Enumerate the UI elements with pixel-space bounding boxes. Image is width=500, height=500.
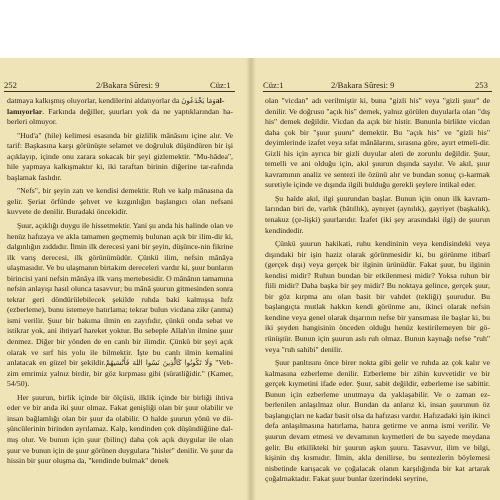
left-volume: Cüz:1 xyxy=(210,80,231,90)
emphasis-text: al- xyxy=(215,96,225,105)
paragraph-text: "Nefs", bir şeyin zatı ve kendisi demektir. Ruh ve kalp mânasına da gelir. Şeriat örfünde şehvet ve kızgınlığın başlangıcı olan nefsani kuvvete de denilir. Buradaki öncekidir. xyxy=(7,186,233,217)
left-header-rule xyxy=(4,91,235,92)
arabic-verse: وَلَا تَكُونُوا كَالَّذِينَ نَسُوا اللهَ فَأَنْسَيهُمْ xyxy=(105,359,213,368)
paragraph-text: datmaya kalkışmış oluyorlar, kendilerini aldatıyorlar da xyxy=(7,96,182,105)
left-paragraph xyxy=(7,186,233,218)
left-running-title: 2/Bakara Sûresi: 9 xyxy=(96,80,160,90)
left-paragraph xyxy=(7,393,233,467)
left-paragraph xyxy=(7,221,233,390)
right-paragraph: Şuur panltısını öncе birer nokta gibi gelir ve ruhda az çok kalır ve kalmasına ezberleme denilir. Ezberleme bir zihin kuvvetidir ve bir gerçek kıymetini ifade eder. Şuur, sabit değildir, ezberleme ise sabittir. Bunun için ezberleme unutmaya da yaklaşabilir. Ve o zaman ez-berlenilen anlaşılmaz olur. Bundan da anlarız ki, insan şuurunun öz başlangıçları ne kadar basit olsa da hafızası vardır. Hafızadaki işin ikinci defa anlaşılmasına hatırlama, hatıra getirme ve anma ismi verilir. Ve şuurun devam etmesi ve devamının kıymetleri de bu sayede meydana gelir. Bu etkilikteki bir şuurun aşkın şuuru. Tasavvur, ilim ve bilgi, kişinin dış kısmıdır. İlmin, akla denilirse, bu sentezlerin böylemesi nisbetinde karışacak ve çoğalacak olanın karşılığında bir kat artarak çoğalmaktadır. Fakat şuur bunlar üzerindeki seyrine, xyxy=(265,358,490,484)
right-paragraph: Çünkü şuurun hakikati, ruhu kendininin veya kendisindeki veya dışındaki bir işin haziz olarak görünmesidir ki, bu görünme itibarî (gerçek dışı) veya gerçek bir ilginin ürünüdür. Fakat şuur, bu ilginin kendisi midir? Ruhun bundan bir etkilenmesi midir? Yoksa ruhun bir fiili midir? Daha başka bir şey midir? Bu noktaya gelince, gerçek şuur, bir göz kırpma anı olan basit bir vahdet (tekliği) şuurudur. Bu başlangıçta mutlak hakkın kendi görünme anı, ikinci olarak nefsin kendine veya genel olarak dışarının nefse bir yansıması ile başlar ki, bu iki şeyden hangisinin önceden olduğu henüz kestirilemeyen bir gö-rünüştür. Bunun için şuurun aslı ruh olmaz. Bunun kaynağı nefse "ruh" veya "ruh sahibi" denilir. xyxy=(265,239,490,354)
emphasis-text: lamıyorlar xyxy=(7,106,43,116)
left-paragraph xyxy=(7,131,233,184)
left-paragraph xyxy=(7,96,233,107)
left-page xyxy=(0,58,249,500)
right-page xyxy=(251,58,500,500)
right-volume: Cüz:1 xyxy=(263,80,284,90)
right-running-title: 2/Bakara Sûresi: 9 xyxy=(331,80,395,90)
paragraph-text: Şuur, açıklığı duygu ile hissetmektir. Yani şu anda his halinde olan ve henüz hafızaya ve akla tamamen geçmemiş bulunan açık bir ilim-dir ki, dalgınlığın zıddıdır. İlmin ilk derecesi yani bir şeyin, düşünce-nin fikrine ilk varış derecesi, ilk görünümüdür. Çünkü ilim, nefsin mânâya ulaşmasıdır. Ve bu ulaşmanın birtakım dereceleri vardır ki, şuur bunların birincisi yani nefsin mânâya ilk varış mertebesidir. O mânânın tamamına nefsin anlayışı hasıl olunca tasavvur; bu mânâ şuurun gitmesinden sonra tekrar geri döndürülebilecek şekilde ruhda baki kalmışsa hıfz (ezberleme), bunu istemeye hatırlama; tekrar bulun vicdana zikr (anma) ismi verilir. Şuur bir bakıma ilmin en zayıfıdır, çünkü onda sebat ve istikrar yok, ani ihtiyarî hareket yoktur. Bu sebeple Allah'ın ilmine şuur denmez. Diğer bir yönden de en canlı bir ilimdir. Çünkü bir şeyi açık olarak ve sırf his yolu ile bilmektir. İşte bu canlı ilmin kemalini anlatacak en güzel bir şekildir. xyxy=(7,221,233,368)
arabic-verse: وَمَا يَخْدَعُونَ xyxy=(181,97,216,105)
right-body-text xyxy=(265,96,490,485)
paragraph-text: "Hud'a" (hile) kelimesi esasında bir gizlilik mânâsını içine alır. Ve tarif: Başkasına karşı görünüşte selamet ve doğruluk düşündüren bir işi açıklayıp, içinde onu zarara sokacak bir şeyi gizlemektir. "Mu-hâdea", hile yapmaya kalkışmaktır ki, iki taraftan birinin diğerine tar-rafında başlamak faslıdır. xyxy=(7,130,233,182)
right-header-rule xyxy=(263,91,492,92)
left-body-text xyxy=(7,96,233,467)
left-page-number: 252 xyxy=(4,80,17,90)
paragraph-text: Her şuurun, birlik içinde bir ölçüsü, ilklik içinde bir birliği ihtiva eder ve bir anda iki şuur olmaz. Fakat genişliği olan bir şuur olabilir ve insan bağlamlığı olan bir şuur da olabilir. O halde şuurun yönü ve dü-şüncülerinin birinden ayrılamaz. Kalp, kendinden çok düşündüğüne dal-mış olur. Ve bunun için şuur (bilinç) daha çok açık duygular ile olan şuur ve bunun için de şuur görünen duygulara "hisler" denilir. Ve şuur da hissin bir şuur oluşma da, "kendinde bulmak" denek xyxy=(7,392,233,466)
left-paragraph xyxy=(7,107,233,128)
right-page-number: 253 xyxy=(475,80,488,90)
right-paragraph: Şu halde akıl, ilgi şuurundan başlar. Bunun için onun ilk kavram-larından biri de, varlık (bâtıllık), aynıyet (aynılık), gayriyet (başkalık), tenakuz (çe-lişki) şuurlarıdır. İzafet (iki şey arasındaki ilgi) de şuurun kendindedir. xyxy=(265,193,490,235)
right-paragraph: olan "vicdan" adı verilmiştir ki, buna "gizli his" veya "gizli şuur" de denilir. Ve doğrusu "açık his" demek, yalnız görülen duyularla olan "dış his" demek değildir. Vicdan da açık bir histir. Bununla birlikte vicdan daha çok bir "şuur şuuru" demektir. Bu "açık his" ve "gizli his" deyimlerinde izafet veya sıfat mânâlarını, sırasına göre, ayırt etmeli-dir. Gizli his için ayrıca bir gizli duyular aleti de zorunlu değildir. Şuur, temelli ve ani olduğu için, akıl şuurun dışında sayılır. Ve akıl, şuur kavramının analiz ve sentezi ile özünü alır ve bundan sonuç çı-karmak suretiyle içinde ve dışında ilgili bulduğu gerekli şeylere intikal eder. xyxy=(265,96,490,190)
paragraph-text: . Farkında değiller, şuurları yok da ne yaptıklarından ha-berleri olmuyor. xyxy=(7,106,233,127)
paragraph-text: "Veb-zim emrimiz yalnız birdir, bir göz kırpması gibi (süratliğidir." (Kamer, 54/50). xyxy=(7,358,233,389)
